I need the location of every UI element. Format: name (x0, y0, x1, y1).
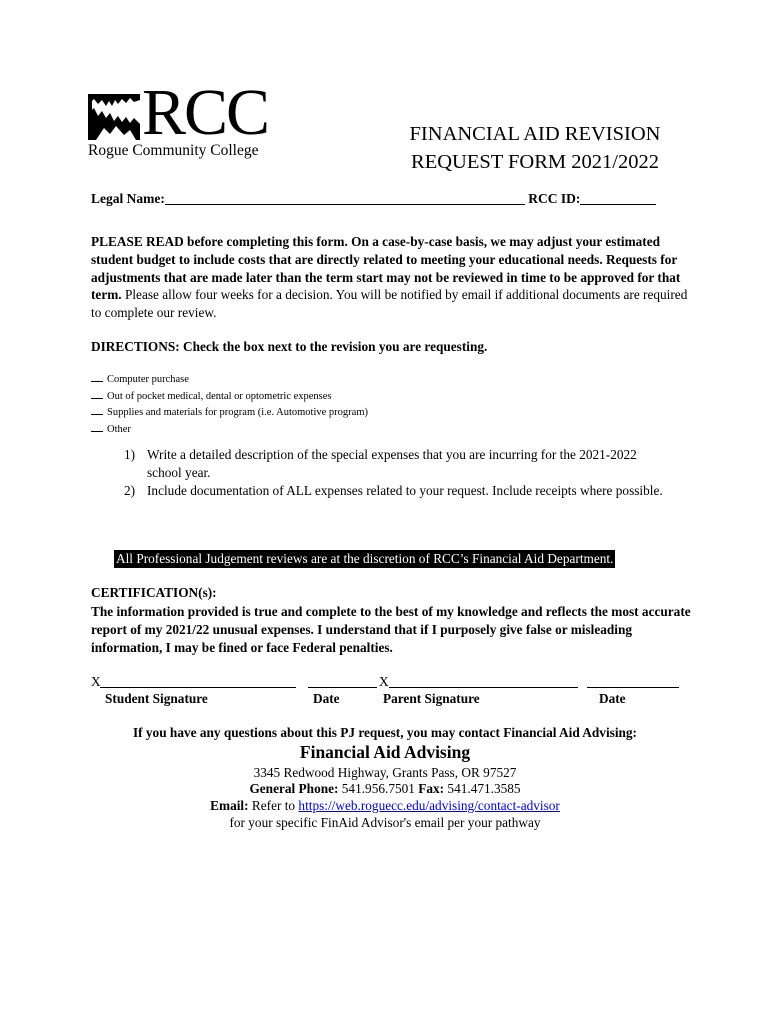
signature-x-mark: X (91, 674, 101, 689)
instruction-number: 2) (124, 483, 136, 498)
option-label: Out of pocket medical, dental or optometric expenses (107, 390, 332, 402)
instruction-number: 1) (124, 447, 136, 462)
parent-signature-field[interactable] (389, 674, 578, 688)
mountain-trees-logo-icon (88, 94, 140, 140)
instruction-item (124, 446, 669, 481)
legal-name-label: Legal Name: (91, 191, 165, 206)
certification-text: The information provided is true and complete to the best of my knowledge and reflects the most accurate report of my 2021/22 unusual expenses. I understand that if I purposely give false or misleading information, I may be fined or face Federal penalties. (91, 604, 691, 655)
student-date-field[interactable] (308, 674, 377, 688)
contact-address: 3345 Redwood Highway, Grants Pass, OR 97527 (253, 765, 517, 780)
option-checkbox[interactable] (91, 388, 103, 399)
student-signature-field[interactable] (100, 674, 296, 688)
signature-row (91, 674, 691, 714)
instructions-list (124, 446, 669, 501)
option-label: Supplies and materials for program (i.e. Automotive program) (107, 407, 368, 418)
certification-heading: CERTIFICATION(s): (91, 585, 217, 600)
option-checkbox[interactable] (91, 404, 103, 415)
contact-email-suffix: for your specific FinAid Advisor's email per your pathway (229, 815, 541, 830)
parent-signature-label: Parent Signature (383, 691, 480, 706)
signature-x-mark: X (379, 674, 389, 689)
rcc-id-field[interactable] (580, 190, 656, 205)
option-supplies (91, 404, 368, 421)
email-prefix: Refer to (248, 798, 299, 813)
option-label: Other (107, 423, 131, 435)
contact-title: Financial Aid Advising (299, 742, 471, 762)
logo-letters: RCC (142, 76, 269, 149)
form-title-line-2: REQUEST FORM 2021/2022 (411, 151, 659, 173)
intro-paragraph (91, 233, 691, 322)
phone-label: General Phone: (249, 781, 339, 796)
contact-phone-fax (0, 781, 770, 797)
option-computer (91, 371, 368, 388)
college-name: Rogue Community College (88, 142, 259, 159)
intro-bold-text: PLEASE READ before completing this form. On a case-by-case basis, we may adjust your estimated student budget to include costs that are directly related to meeting your educational needs. Requests for adjustments that are made later than the term start may not be reviewed in time to be approved for that term. (91, 234, 681, 303)
identity-row (91, 190, 656, 207)
student-date-label: Date (313, 691, 340, 706)
college-logo (88, 76, 278, 164)
option-checkbox[interactable] (91, 421, 103, 432)
intro-normal-text: Please allow four weeks for a decision. You will be notified by email if additional documents are required to complete our review. (91, 287, 688, 321)
revision-options-list (91, 371, 368, 437)
option-checkbox[interactable] (91, 371, 103, 382)
option-label: Computer purchase (107, 374, 189, 385)
instruction-text: Write a detailed description of the special expenses that you are incurring for the 2021-2022 school year. (147, 447, 637, 480)
advisor-contact-link[interactable]: https://web.roguecc.edu/advising/contact-advisor (298, 798, 560, 813)
instruction-text: Include documentation of ALL expenses related to your request. Include receipts where possible. (147, 483, 663, 498)
option-medical (91, 388, 368, 405)
contact-question: If you have any questions about this PJ request, you may contact Financial Aid Advising: (132, 725, 637, 740)
parent-date-label: Date (599, 691, 626, 706)
option-other (91, 421, 368, 438)
student-signature-label: Student Signature (105, 691, 208, 706)
form-title-line-1: FINANCIAL AID REVISION (409, 123, 661, 145)
form-title (370, 120, 700, 176)
legal-name-field[interactable] (165, 190, 525, 205)
fax-number: 541.471.3585 (444, 781, 521, 796)
contact-email (0, 798, 770, 814)
directions-label: DIRECTIONS: Check the box next to the revision you are requesting. (91, 339, 488, 354)
discretion-banner: All Professional Judgement reviews are at the discretion of RCC’s Financial Aid Department. (116, 551, 614, 566)
rcc-id-label: RCC ID: (528, 191, 581, 206)
phone-number: 541.956.7501 (338, 781, 419, 796)
fax-label: Fax: (418, 781, 445, 796)
email-label: Email: (210, 798, 249, 813)
parent-date-field[interactable] (587, 674, 679, 688)
instruction-item (124, 482, 669, 500)
